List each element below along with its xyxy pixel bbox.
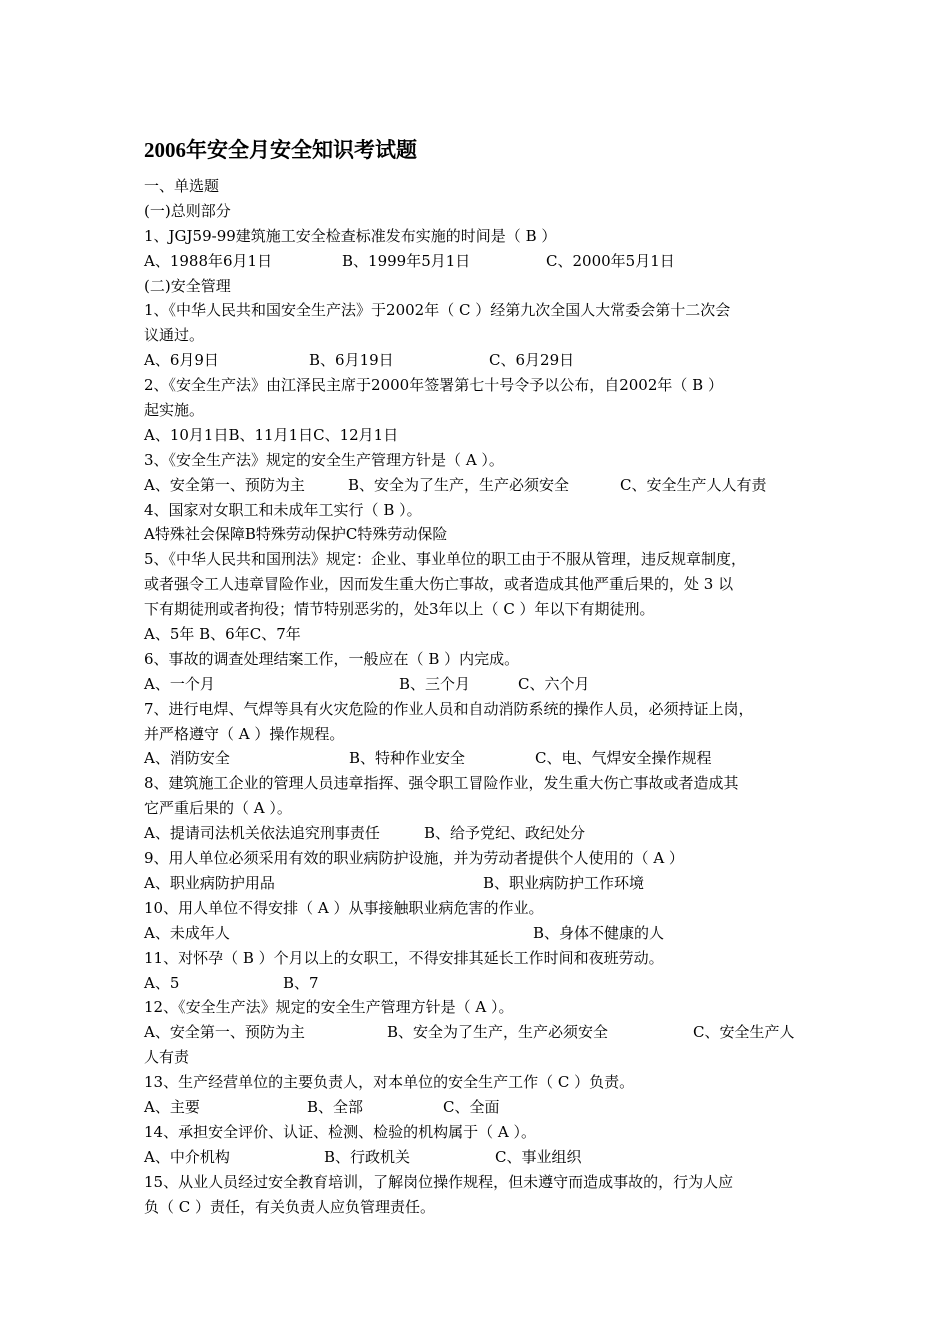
question-text-continued: 负（ C ）责任，有关负责人应负管理责任。 bbox=[144, 1197, 436, 1216]
document-title: 2006年安全月安全知识考试题 bbox=[144, 138, 417, 162]
option-b: B、6月19日 bbox=[309, 351, 394, 370]
option-b: B、特种作业安全 bbox=[349, 749, 466, 768]
options-row: A、5年 B、6年C、7年 bbox=[144, 625, 301, 644]
option-a: A、职业病防护用品 bbox=[144, 873, 275, 892]
options-row bbox=[144, 921, 824, 946]
option-c: C、安全生产人人有责 bbox=[620, 475, 767, 494]
option-c: C、六个月 bbox=[518, 674, 590, 693]
question-text: 15、从业人员经过安全教育培训，了解岗位操作规程，但未遵守而造成事故的，行为人应 bbox=[144, 1172, 734, 1191]
option-b: B、全部 bbox=[307, 1097, 364, 1116]
question-text-continued: 它严重后果的（ A ）。 bbox=[144, 799, 292, 818]
question-text-continued: 议通过。 bbox=[144, 326, 205, 345]
question-text: 3、《安全生产法》规定的安全生产管理方针是（ A ）。 bbox=[144, 450, 504, 469]
option-a: A、5 bbox=[144, 973, 180, 992]
options-row bbox=[144, 1095, 824, 1120]
option-c: C、事业组织 bbox=[495, 1147, 582, 1166]
options-row: A、10月1日B、11月1日C、12月1日 bbox=[144, 425, 399, 444]
option-b: B、三个月 bbox=[399, 674, 471, 693]
options-row bbox=[144, 473, 824, 498]
options-row bbox=[144, 348, 824, 373]
option-b: B、安全为了生产，生产必须安全 bbox=[348, 475, 570, 494]
question-text: 9、用人单位必须采用有效的职业病防护设施，并为劳动者提供个人使用的（ A ） bbox=[144, 849, 684, 868]
subsection-heading: (二)安全管理 bbox=[144, 276, 231, 295]
options-row bbox=[144, 746, 824, 771]
options-row bbox=[144, 821, 824, 846]
option-b: B、安全为了生产，生产必须安全 bbox=[387, 1023, 609, 1042]
question-text: 6、事故的调查处理结案工作，一般应在（ B ）内完成。 bbox=[144, 649, 520, 668]
option-continued: 人有责 bbox=[144, 1048, 190, 1067]
options-row bbox=[144, 871, 824, 896]
options-row bbox=[144, 1145, 824, 1170]
option-a: A、一个月 bbox=[144, 674, 215, 693]
option-b: B、7 bbox=[283, 973, 319, 992]
option-b: B、1999年5月1日 bbox=[342, 251, 471, 270]
options-row bbox=[144, 971, 824, 996]
question-text-continued: 起实施。 bbox=[144, 401, 205, 420]
option-a: A、1988年6月1日 bbox=[144, 251, 273, 270]
question-text: 11、对怀孕（ B ）个月以上的女职工，不得安排其延长工作时间和夜班劳动。 bbox=[144, 948, 664, 967]
option-c: C、6月29日 bbox=[489, 351, 575, 370]
options-row bbox=[144, 672, 824, 697]
option-a: A、中介机构 bbox=[144, 1147, 230, 1166]
question-text: 12、《安全生产法》规定的安全生产管理方针是（ A ）。 bbox=[144, 998, 514, 1017]
option-a: A、消防安全 bbox=[144, 749, 230, 768]
options-row bbox=[144, 1020, 824, 1045]
question-text: 1、JGJ59-99建筑施工安全检查标准发布实施的时间是（ B ） bbox=[144, 226, 557, 245]
question-text: 13、生产经营单位的主要负责人，对本单位的安全生产工作（ C ）负责。 bbox=[144, 1073, 635, 1092]
option-a: A、未成年人 bbox=[144, 923, 230, 942]
option-b: B、行政机关 bbox=[324, 1147, 411, 1166]
question-text-continued: 或者强令工人违章冒险作业，因而发生重大伤亡事故，或者造成其他严重后果的，处 3 以 bbox=[144, 575, 734, 594]
question-text: 5、《中华人民共和国刑法》规定：企业、事业单位的职工由于不服从管理，违反规章制度， bbox=[144, 550, 747, 569]
option-c: C、电、气焊安全操作规程 bbox=[535, 749, 712, 768]
option-a: A、主要 bbox=[144, 1097, 200, 1116]
question-text-continued: 并严格遵守（ A ）操作规程。 bbox=[144, 724, 345, 743]
option-a: A、安全第一、预防为主 bbox=[144, 475, 305, 494]
question-text: 4、国家对女职工和未成年工实行（ B ）。 bbox=[144, 500, 422, 519]
question-text: 8、建筑施工企业的管理人员违章指挥、强令职工冒险作业，发生重大伤亡事故或者造成其 bbox=[144, 774, 739, 793]
question-text-continued: 下有期徒刑或者拘役；情节特别恶劣的，处3年以上（ C ）年以下有期徒刑。 bbox=[144, 600, 655, 619]
subsection-heading: (一)总则部分 bbox=[144, 201, 231, 220]
option-a: A、安全第一、预防为主 bbox=[144, 1023, 305, 1042]
question-text: 14、承担安全评价、认证、检测、检验的机构属于（ A ）。 bbox=[144, 1122, 536, 1141]
section-heading: 一、单选题 bbox=[144, 177, 220, 195]
option-c: C、安全生产人 bbox=[693, 1023, 795, 1042]
document-body bbox=[144, 174, 824, 1219]
options-row: A特殊社会保障B特殊劳动保护C特殊劳动保险 bbox=[144, 525, 448, 544]
question-text: 7、进行电焊、气焊等具有火灾危险的作业人员和自动消防系统的操作人员，必须持证上岗， bbox=[144, 699, 754, 718]
option-c: C、2000年5月1日 bbox=[546, 251, 675, 270]
option-b: B、职业病防护工作环境 bbox=[483, 873, 645, 892]
option-a: A、6月9日 bbox=[144, 351, 219, 370]
option-c: C、全面 bbox=[443, 1097, 500, 1116]
option-b: B、给予党纪、政纪处分 bbox=[424, 824, 586, 843]
question-text: 1、《中华人民共和国安全生产法》于2002年（ C ）经第九次全国人大常委会第十二次会 bbox=[144, 301, 731, 320]
options-row bbox=[144, 249, 824, 274]
question-text: 10、用人单位不得安排（ A ）从事接触职业病危害的作业。 bbox=[144, 898, 544, 917]
option-b: B、身体不健康的人 bbox=[533, 923, 665, 942]
question-text: 2、《安全生产法》由江泽民主席于2000年签署第七十号令予以公布，自2002年（ B ） bbox=[144, 376, 723, 395]
option-a: A、提请司法机关依法追究刑事责任 bbox=[144, 824, 380, 843]
